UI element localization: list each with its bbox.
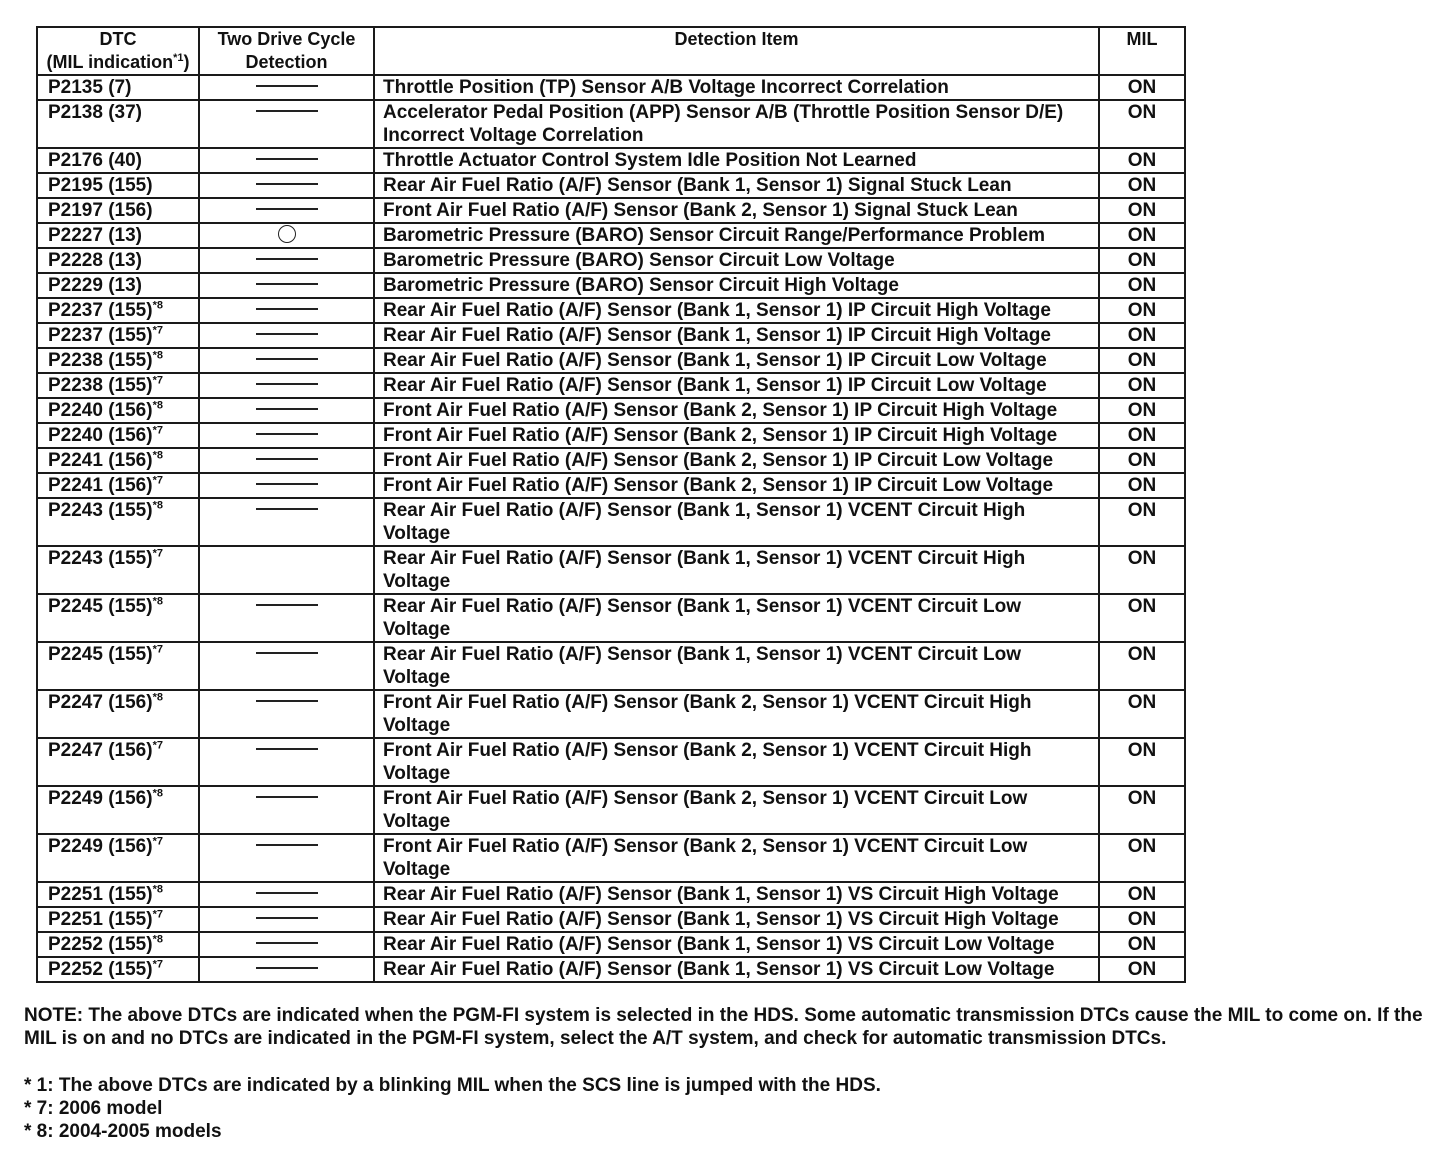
detection-item-cell: Throttle Actuator Control System Idle Position Not Learned <box>374 148 1099 173</box>
table-row <box>37 273 1185 298</box>
dash-icon <box>256 258 318 260</box>
two-drive-cycle-cell <box>199 834 374 882</box>
detection-item-cell: Rear Air Fuel Ratio (A/F) Sensor (Bank 1, Sensor 1) VS Circuit High Voltage <box>374 882 1099 907</box>
dtc-footnote-ref: *8 <box>152 349 163 362</box>
dtc-code: P2237 (155) <box>48 325 153 346</box>
dtc-code: P2245 (155) <box>48 596 153 617</box>
mil-cell: ON <box>1099 834 1185 882</box>
mil-cell: ON <box>1099 932 1185 957</box>
dtc-footnote-ref: *7 <box>152 424 163 437</box>
dtc-code: P2241 (156) <box>48 475 153 496</box>
dtc-code: P2228 (13) <box>48 250 143 271</box>
dtc-code-cell <box>37 198 199 223</box>
dtc-code-cell <box>37 298 199 323</box>
table-row <box>37 373 1185 398</box>
dtc-footnote-ref: *8 <box>152 787 163 800</box>
two-drive-cycle-cell <box>199 348 374 373</box>
dtc-code: P2195 (155) <box>48 175 153 196</box>
detection-item-cell: Front Air Fuel Ratio (A/F) Sensor (Bank 2, Sensor 1) IP Circuit High Voltage <box>374 423 1099 448</box>
two-drive-cycle-cell <box>199 882 374 907</box>
detection-item-cell: Rear Air Fuel Ratio (A/F) Sensor (Bank 1, Sensor 1) VCENT Circuit High Voltage <box>374 498 1099 546</box>
table-header-row <box>37 27 1185 75</box>
detection-item-cell: Front Air Fuel Ratio (A/F) Sensor (Bank 2, Sensor 1) VCENT Circuit Low Voltage <box>374 786 1099 834</box>
mil-cell: ON <box>1099 248 1185 273</box>
table-row <box>37 323 1185 348</box>
dtc-code: P2229 (13) <box>48 275 143 296</box>
dtc-code-cell <box>37 738 199 786</box>
dash-icon <box>256 158 318 160</box>
two-drive-cycle-cell <box>199 100 374 148</box>
dtc-footnote-ref: *7 <box>152 324 163 337</box>
header-detection-item: Detection Item <box>374 27 1099 75</box>
detection-item-cell: Rear Air Fuel Ratio (A/F) Sensor (Bank 1, Sensor 1) VS Circuit Low Voltage <box>374 932 1099 957</box>
mil-cell: ON <box>1099 173 1185 198</box>
table-row <box>37 834 1185 882</box>
two-drive-cycle-cell <box>199 907 374 932</box>
dash-icon <box>256 483 318 485</box>
mil-cell: ON <box>1099 594 1185 642</box>
dtc-code-cell <box>37 786 199 834</box>
dtc-code-cell <box>37 398 199 423</box>
table-row <box>37 398 1185 423</box>
mil-cell: ON <box>1099 882 1185 907</box>
mil-cell: ON <box>1099 498 1185 546</box>
dash-icon <box>256 408 318 410</box>
mil-cell: ON <box>1099 423 1185 448</box>
two-drive-cycle-cell <box>199 738 374 786</box>
dtc-code-cell <box>37 642 199 690</box>
detection-item-cell: Front Air Fuel Ratio (A/F) Sensor (Bank 2, Sensor 1) VCENT Circuit Low Voltage <box>374 834 1099 882</box>
mil-cell: ON <box>1099 786 1185 834</box>
dtc-footnote-ref: *7 <box>152 739 163 752</box>
header-dtc: DTC (MIL indication$^{*1}$) <box>37 27 199 75</box>
two-drive-cycle-cell <box>199 298 374 323</box>
dtc-code-cell <box>37 957 199 982</box>
mil-cell: ON <box>1099 323 1185 348</box>
header-mil: MIL <box>1099 27 1185 75</box>
dtc-footnote-ref: *8 <box>152 595 163 608</box>
mil-cell: ON <box>1099 198 1185 223</box>
dash-icon <box>256 110 318 112</box>
detection-item-cell: Throttle Position (TP) Sensor A/B Voltage Incorrect Correlation <box>374 75 1099 100</box>
footnote-1: * 1: The above DTCs are indicated by a blinking MIL when the SCS line is jumped with the HDS. <box>24 1075 881 1096</box>
dash-icon <box>256 308 318 310</box>
dtc-code: P2241 (156) <box>48 450 153 471</box>
two-drive-cycle-cell <box>199 223 374 248</box>
dash-icon <box>256 383 318 385</box>
dtc-code-cell <box>37 907 199 932</box>
dtc-code: P2197 (156) <box>48 200 153 221</box>
dash-icon <box>256 508 318 510</box>
detection-item-cell: Rear Air Fuel Ratio (A/F) Sensor (Bank 1, Sensor 1) VS Circuit Low Voltage <box>374 957 1099 982</box>
dtc-code-cell <box>37 690 199 738</box>
detection-item-cell: Accelerator Pedal Position (APP) Sensor A/B (Throttle Position Sensor D/E) Incorrect Voltage Correlation <box>374 100 1099 148</box>
detection-item-cell: Front Air Fuel Ratio (A/F) Sensor (Bank 2, Sensor 1) VCENT Circuit High Voltage <box>374 690 1099 738</box>
table-row <box>37 594 1185 642</box>
dash-icon <box>256 700 318 702</box>
dtc-code: P2251 (155) <box>48 884 153 905</box>
mil-cell: ON <box>1099 690 1185 738</box>
dtc-code-cell <box>37 473 199 498</box>
dtc-footnote-ref: *7 <box>152 643 163 656</box>
detection-item-cell: Rear Air Fuel Ratio (A/F) Sensor (Bank 1, Sensor 1) VS Circuit High Voltage <box>374 907 1099 932</box>
table-row <box>37 786 1185 834</box>
dtc-footnote-ref: *8 <box>152 499 163 512</box>
mil-cell: ON <box>1099 100 1185 148</box>
dtc-footnote-ref: *8 <box>152 299 163 312</box>
table-row <box>37 148 1185 173</box>
dash-icon <box>256 604 318 606</box>
dtc-code-cell <box>37 834 199 882</box>
detection-item-cell: Front Air Fuel Ratio (A/F) Sensor (Bank 2, Sensor 1) IP Circuit High Voltage <box>374 398 1099 423</box>
dtc-code: P2237 (155) <box>48 300 153 321</box>
two-drive-cycle-cell <box>199 473 374 498</box>
dtc-code: P2249 (156) <box>48 788 153 809</box>
footnote-8: * 8: 2004-2005 models <box>24 1121 222 1142</box>
dash-icon <box>256 844 318 846</box>
dash-icon <box>256 967 318 969</box>
dtc-code-cell <box>37 546 199 594</box>
two-drive-cycle-cell <box>199 448 374 473</box>
dash-icon <box>256 183 318 185</box>
dash-icon <box>256 942 318 944</box>
detection-item-cell: Front Air Fuel Ratio (A/F) Sensor (Bank 2, Sensor 1) IP Circuit Low Voltage <box>374 473 1099 498</box>
detection-item-cell: Front Air Fuel Ratio (A/F) Sensor (Bank 2, Sensor 1) IP Circuit Low Voltage <box>374 448 1099 473</box>
dtc-footnote-ref: *7 <box>152 547 163 560</box>
two-drive-cycle-cell <box>199 75 374 100</box>
footnote-7: * 7: 2006 model <box>24 1098 163 1119</box>
dtc-code-cell <box>37 448 199 473</box>
dash-icon <box>256 208 318 210</box>
dash-icon <box>256 283 318 285</box>
dtc-code: P2240 (156) <box>48 425 153 446</box>
dtc-footnote-ref: *7 <box>152 908 163 921</box>
detection-item-cell: Rear Air Fuel Ratio (A/F) Sensor (Bank 1, Sensor 1) IP Circuit High Voltage <box>374 298 1099 323</box>
dash-icon <box>256 333 318 335</box>
dtc-code: P2249 (156) <box>48 836 153 857</box>
detection-item-cell: Rear Air Fuel Ratio (A/F) Sensor (Bank 1, Sensor 1) VCENT Circuit Low Voltage <box>374 642 1099 690</box>
two-drive-cycle-cell <box>199 323 374 348</box>
table-row <box>37 75 1185 100</box>
table-row <box>37 957 1185 982</box>
mil-cell: ON <box>1099 448 1185 473</box>
mil-cell: ON <box>1099 738 1185 786</box>
two-drive-cycle-cell <box>199 642 374 690</box>
mil-cell: ON <box>1099 546 1185 594</box>
detection-item-cell: Rear Air Fuel Ratio (A/F) Sensor (Bank 1, Sensor 1) IP Circuit High Voltage <box>374 323 1099 348</box>
dash-icon <box>256 748 318 750</box>
mil-cell: ON <box>1099 75 1185 100</box>
dash-icon <box>256 358 318 360</box>
dtc-footnote-ref: *8 <box>152 933 163 946</box>
table-row <box>37 932 1185 957</box>
table-row <box>37 348 1185 373</box>
two-drive-cycle-cell <box>199 546 374 594</box>
dtc-code: P2238 (155) <box>48 375 153 396</box>
dash-icon <box>256 892 318 894</box>
table-row <box>37 907 1185 932</box>
dtc-code-cell <box>37 348 199 373</box>
detection-item-cell: Barometric Pressure (BARO) Sensor Circuit Low Voltage <box>374 248 1099 273</box>
dtc-code-cell <box>37 373 199 398</box>
dtc-code: P2245 (155) <box>48 644 153 665</box>
dtc-footnote-ref: *7 <box>152 835 163 848</box>
mil-cell: ON <box>1099 907 1185 932</box>
dtc-code-cell <box>37 173 199 198</box>
mil-cell: ON <box>1099 642 1185 690</box>
mil-cell: ON <box>1099 398 1185 423</box>
table-row <box>37 223 1185 248</box>
two-drive-cycle-cell <box>199 273 374 298</box>
two-drive-cycle-cell <box>199 786 374 834</box>
mil-cell: ON <box>1099 373 1185 398</box>
dtc-code-cell <box>37 423 199 448</box>
dtc-footnote-ref: *8 <box>152 449 163 462</box>
table-row <box>37 882 1185 907</box>
dash-icon <box>256 652 318 654</box>
mil-cell: ON <box>1099 298 1185 323</box>
detection-item-cell: Barometric Pressure (BARO) Sensor Circuit High Voltage <box>374 273 1099 298</box>
dtc-code: P2176 (40) <box>48 150 143 171</box>
detection-item-cell: Rear Air Fuel Ratio (A/F) Sensor (Bank 1, Sensor 1) VCENT Circuit Low Voltage <box>374 594 1099 642</box>
dtc-footnote-ref: *8 <box>152 883 163 896</box>
dtc-code-cell <box>37 248 199 273</box>
two-drive-cycle-cell <box>199 594 374 642</box>
detection-item-cell: Front Air Fuel Ratio (A/F) Sensor (Bank 2, Sensor 1) VCENT Circuit High Voltage <box>374 738 1099 786</box>
dtc-code-cell <box>37 273 199 298</box>
dtc-footnote-ref: *7 <box>152 958 163 971</box>
circle-icon <box>278 225 296 243</box>
two-drive-cycle-cell <box>199 932 374 957</box>
two-drive-cycle-cell <box>199 957 374 982</box>
dtc-code: P2135 (7) <box>48 77 132 98</box>
dtc-code: P2243 (155) <box>48 500 153 521</box>
dtc-code: P2243 (155) <box>48 548 153 569</box>
two-drive-cycle-cell <box>199 173 374 198</box>
two-drive-cycle-cell <box>199 373 374 398</box>
dtc-code-cell <box>37 100 199 148</box>
dtc-code: P2238 (155) <box>48 350 153 371</box>
two-drive-cycle-cell <box>199 498 374 546</box>
table-row <box>37 298 1185 323</box>
table-row <box>37 248 1185 273</box>
table-row <box>37 198 1185 223</box>
dtc-code-cell <box>37 882 199 907</box>
two-drive-cycle-cell <box>199 398 374 423</box>
dash-icon <box>256 796 318 798</box>
dash-icon <box>256 458 318 460</box>
dtc-code: P2252 (155) <box>48 934 153 955</box>
footnotes <box>24 1074 1424 1143</box>
table-row <box>37 423 1185 448</box>
dtc-footnote-ref: *8 <box>152 399 163 412</box>
dtc-code-cell <box>37 594 199 642</box>
detection-item-cell: Rear Air Fuel Ratio (A/F) Sensor (Bank 1, Sensor 1) Signal Stuck Lean <box>374 173 1099 198</box>
dtc-code: P2251 (155) <box>48 909 153 930</box>
table-row <box>37 546 1185 594</box>
table-row <box>37 173 1185 198</box>
dtc-code-cell <box>37 223 199 248</box>
dtc-code: P2227 (13) <box>48 225 143 246</box>
mil-cell: ON <box>1099 223 1185 248</box>
two-drive-cycle-cell <box>199 423 374 448</box>
mil-cell: ON <box>1099 273 1185 298</box>
mil-cell: ON <box>1099 148 1185 173</box>
dtc-code-cell <box>37 75 199 100</box>
note-paragraph: NOTE: The above DTCs are indicated when the PGM-FI system is selected in the HDS. Some automatic transmission DTCs cause the MIL to come on. If the MIL is on and no DTCs are indicated in the PGM-FI system, select the A/T system, and check for automatic transmission DTCs. <box>24 1005 1423 1049</box>
detection-item-cell: Rear Air Fuel Ratio (A/F) Sensor (Bank 1, Sensor 1) IP Circuit Low Voltage <box>374 348 1099 373</box>
dtc-code-cell <box>37 932 199 957</box>
dtc-code: P2247 (156) <box>48 740 153 761</box>
dtc-code: P2247 (156) <box>48 692 153 713</box>
two-drive-cycle-cell <box>199 148 374 173</box>
table-row <box>37 642 1185 690</box>
table-row <box>37 498 1185 546</box>
mil-cell: ON <box>1099 348 1185 373</box>
dtc-code: P2240 (156) <box>48 400 153 421</box>
dtc-code-cell <box>37 323 199 348</box>
dtc-code: P2252 (155) <box>48 959 153 980</box>
header-two-drive-cycle: Two Drive Cycle Detection <box>199 27 374 75</box>
table-row <box>37 448 1185 473</box>
dash-icon <box>256 917 318 919</box>
two-drive-cycle-cell <box>199 198 374 223</box>
dtc-footnote-ref: *7 <box>152 474 163 487</box>
detection-item-cell: Front Air Fuel Ratio (A/F) Sensor (Bank 2, Sensor 1) Signal Stuck Lean <box>374 198 1099 223</box>
dtc-table <box>36 26 1186 983</box>
dash-icon <box>256 85 318 87</box>
two-drive-cycle-cell <box>199 248 374 273</box>
table-row <box>37 690 1185 738</box>
detection-item-cell: Rear Air Fuel Ratio (A/F) Sensor (Bank 1, Sensor 1) IP Circuit Low Voltage <box>374 373 1099 398</box>
dtc-footnote-ref: *7 <box>152 374 163 387</box>
dtc-code-cell <box>37 498 199 546</box>
mil-cell: ON <box>1099 473 1185 498</box>
table-row <box>37 100 1185 148</box>
detection-item-cell: Rear Air Fuel Ratio (A/F) Sensor (Bank 1, Sensor 1) VCENT Circuit High Voltage <box>374 546 1099 594</box>
dash-icon <box>256 433 318 435</box>
table-row <box>37 738 1185 786</box>
dtc-footnote-ref: *8 <box>152 691 163 704</box>
table-row <box>37 473 1185 498</box>
dtc-code: P2138 (37) <box>48 102 143 123</box>
mil-cell: ON <box>1099 957 1185 982</box>
dtc-code-cell <box>37 148 199 173</box>
two-drive-cycle-cell <box>199 690 374 738</box>
detection-item-cell: Barometric Pressure (BARO) Sensor Circuit Range/Performance Problem <box>374 223 1099 248</box>
